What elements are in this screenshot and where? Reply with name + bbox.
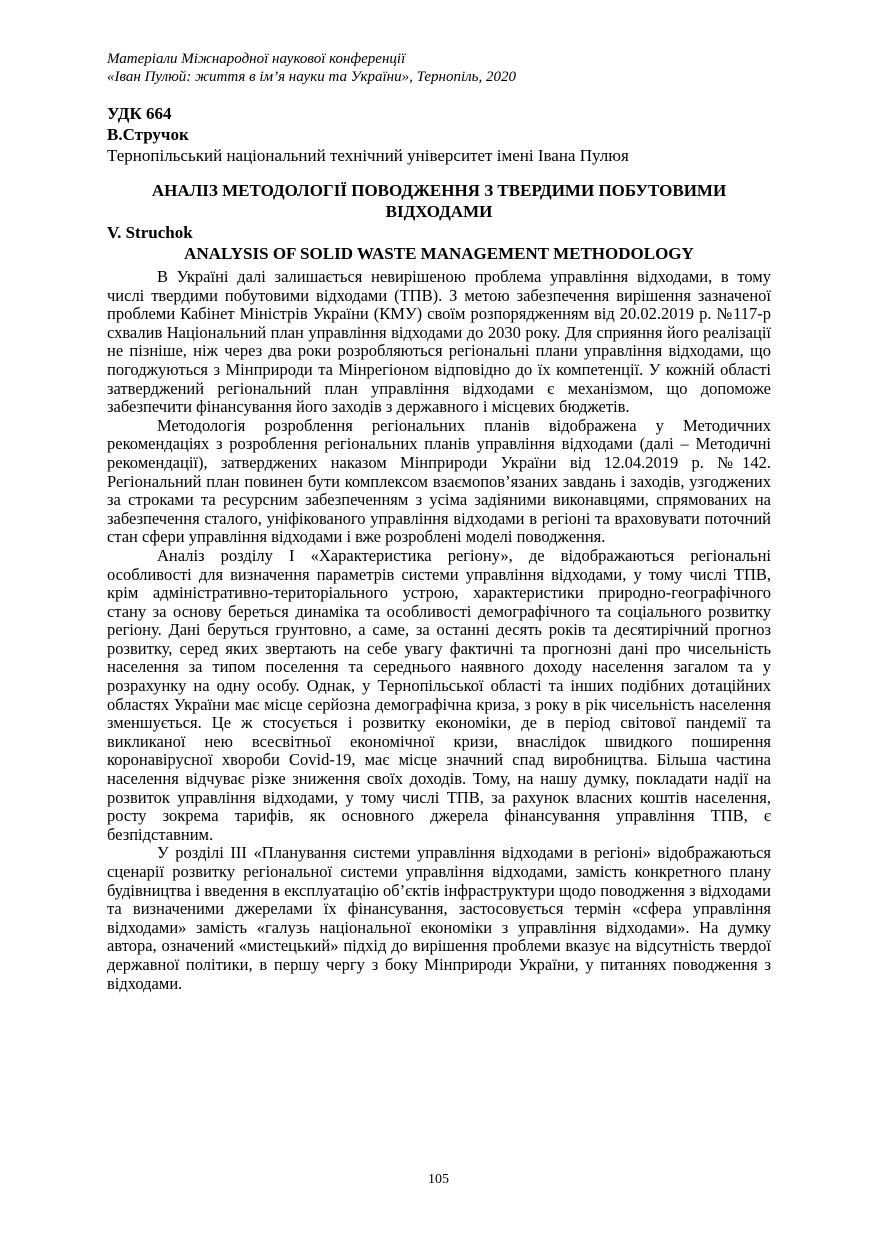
paper-title-uk: АНАЛІЗ МЕТОДОЛОГІЇ ПОВОДЖЕННЯ З ТВЕРДИМИ ПОБУТОВИМИ ВІДХОДАМИ xyxy=(151,181,727,221)
body-paragraph-4: У розділі ІІІ «Планування системи управління відходами в регіоні» відображаються сценарії розвитку регіональної системи управління відходами, замість конкретного плану будівництва і введення в експлуатацію об’єктів інфраструктури щодо поводження з відходами та визначеними джерелами їх фінансування, застосовується термін «сфера управління відходами» замість «галузь національної економіки з управління відходами». На думку автора, означений «мистецький» підхід до вирішення проблеми вказує на відсутність твердої державної політики, в першу чергу з боку Мінприроди України, у питаннях поводження з відходами. xyxy=(107,843,771,993)
page-number: 105 xyxy=(428,1172,449,1187)
running-header-line-1: Матеріали Міжнародної наукової конференції xyxy=(107,51,406,67)
author-affiliation: Тернопільський національний технічний університет імені Івана Пулюя xyxy=(107,146,629,165)
article-body xyxy=(107,268,771,993)
body-paragraph-1: В Україні далі залишається невирішеною проблема управління відходами, в тому числі твердими побутовими відходами (ТПВ). З метою забезпечення вирішення зазначеної проблеми Кабінет Міністрів України (КМУ) своїм розпорядженням від 20.02.2019 р. №117-р схвалив Національний план управління відходами до 2030 року. Для сприяння його реалізації не пізніше, ніж через два роки розробляються регіональні плани управління відходами, що погоджуються з Мінприроди та Мінрегіоном відповідно до їх компетенції. У кожній області затверджений регіональний план управління відходами є механізмом, що допоможе забезпечити фінансування його заходів з державного і місцевих бюджетів. xyxy=(107,267,771,417)
body-paragraph-3: Аналіз розділу І «Характеристика регіону», де відображаються регіональні особливості для визначення параметрів системи управління відходами, у тому числі ТПВ, крім адміністративно-територіального устрою, характеристики природно-географічного стану за основу береться динаміка та особливості демографічного та соціального розвитку регіону. Дані беруться грунтовно, а саме, за останні десять років та десятирічний прогноз розвитку, серед яких звертають на себе увагу фактичні та прогнозні дані про чисельність населення за типом поселення та середнього наявного доходу населення загалом та у розрахунку на одну особу. Однак, у Тернопільської області та інших подібних дотаційних областях України має місце серйозна демографічна криза, з року в рік чисельність населення зменшується. Це ж стосується і розвитку економіки, де в період світової пандемії та викликаної нею всесвітньої економічної кризи, внаслідок швидкого поширення коронавірусної хвороби Covid-19, має місце значний спад виробництва. Більша частина населення відчуває різке зниження своїх доходів. Тому, на нашу думку, покладати надії на розвиток управління відходами, у тому числі ТПВ, за рахунок власних коштів населення, росту зокрема тарифів, як основного джерела фінансування управління ТПВ, є безпідставним. xyxy=(107,545,771,844)
author-name-en: V. Struchok xyxy=(107,223,193,242)
running-header-line-2: «Іван Пулюй: життя в ім’я науки та України», Тернопіль, 2020 xyxy=(107,69,516,85)
author-name-uk: В.Стручок xyxy=(107,125,189,144)
udk-code: УДК 664 xyxy=(107,104,172,123)
paper-title-en: ANALYSIS OF SOLID WASTE MANAGEMENT METHODOLOGY xyxy=(184,244,694,263)
body-paragraph-2: Методологія розроблення регіональних планів відображена у Методичних рекомендаціях з розроблення регіональних планів управління відходами (далі – Методичні рекомендації), затверджених наказом Мінприроди України від 12.04.2019 р. №142. Регіональний план повинен бути комплексом взаємопов’язаних завдань і заходів, узгоджених за строками та ресурсним забезпеченням з усіма задіяними виконавцями, спрямованих на забезпечення сталого, уніфікованого управління відходами в регіоні та враховувати поточний стан сфери управління відходами і вже розроблені моделі поводження. xyxy=(107,415,771,547)
